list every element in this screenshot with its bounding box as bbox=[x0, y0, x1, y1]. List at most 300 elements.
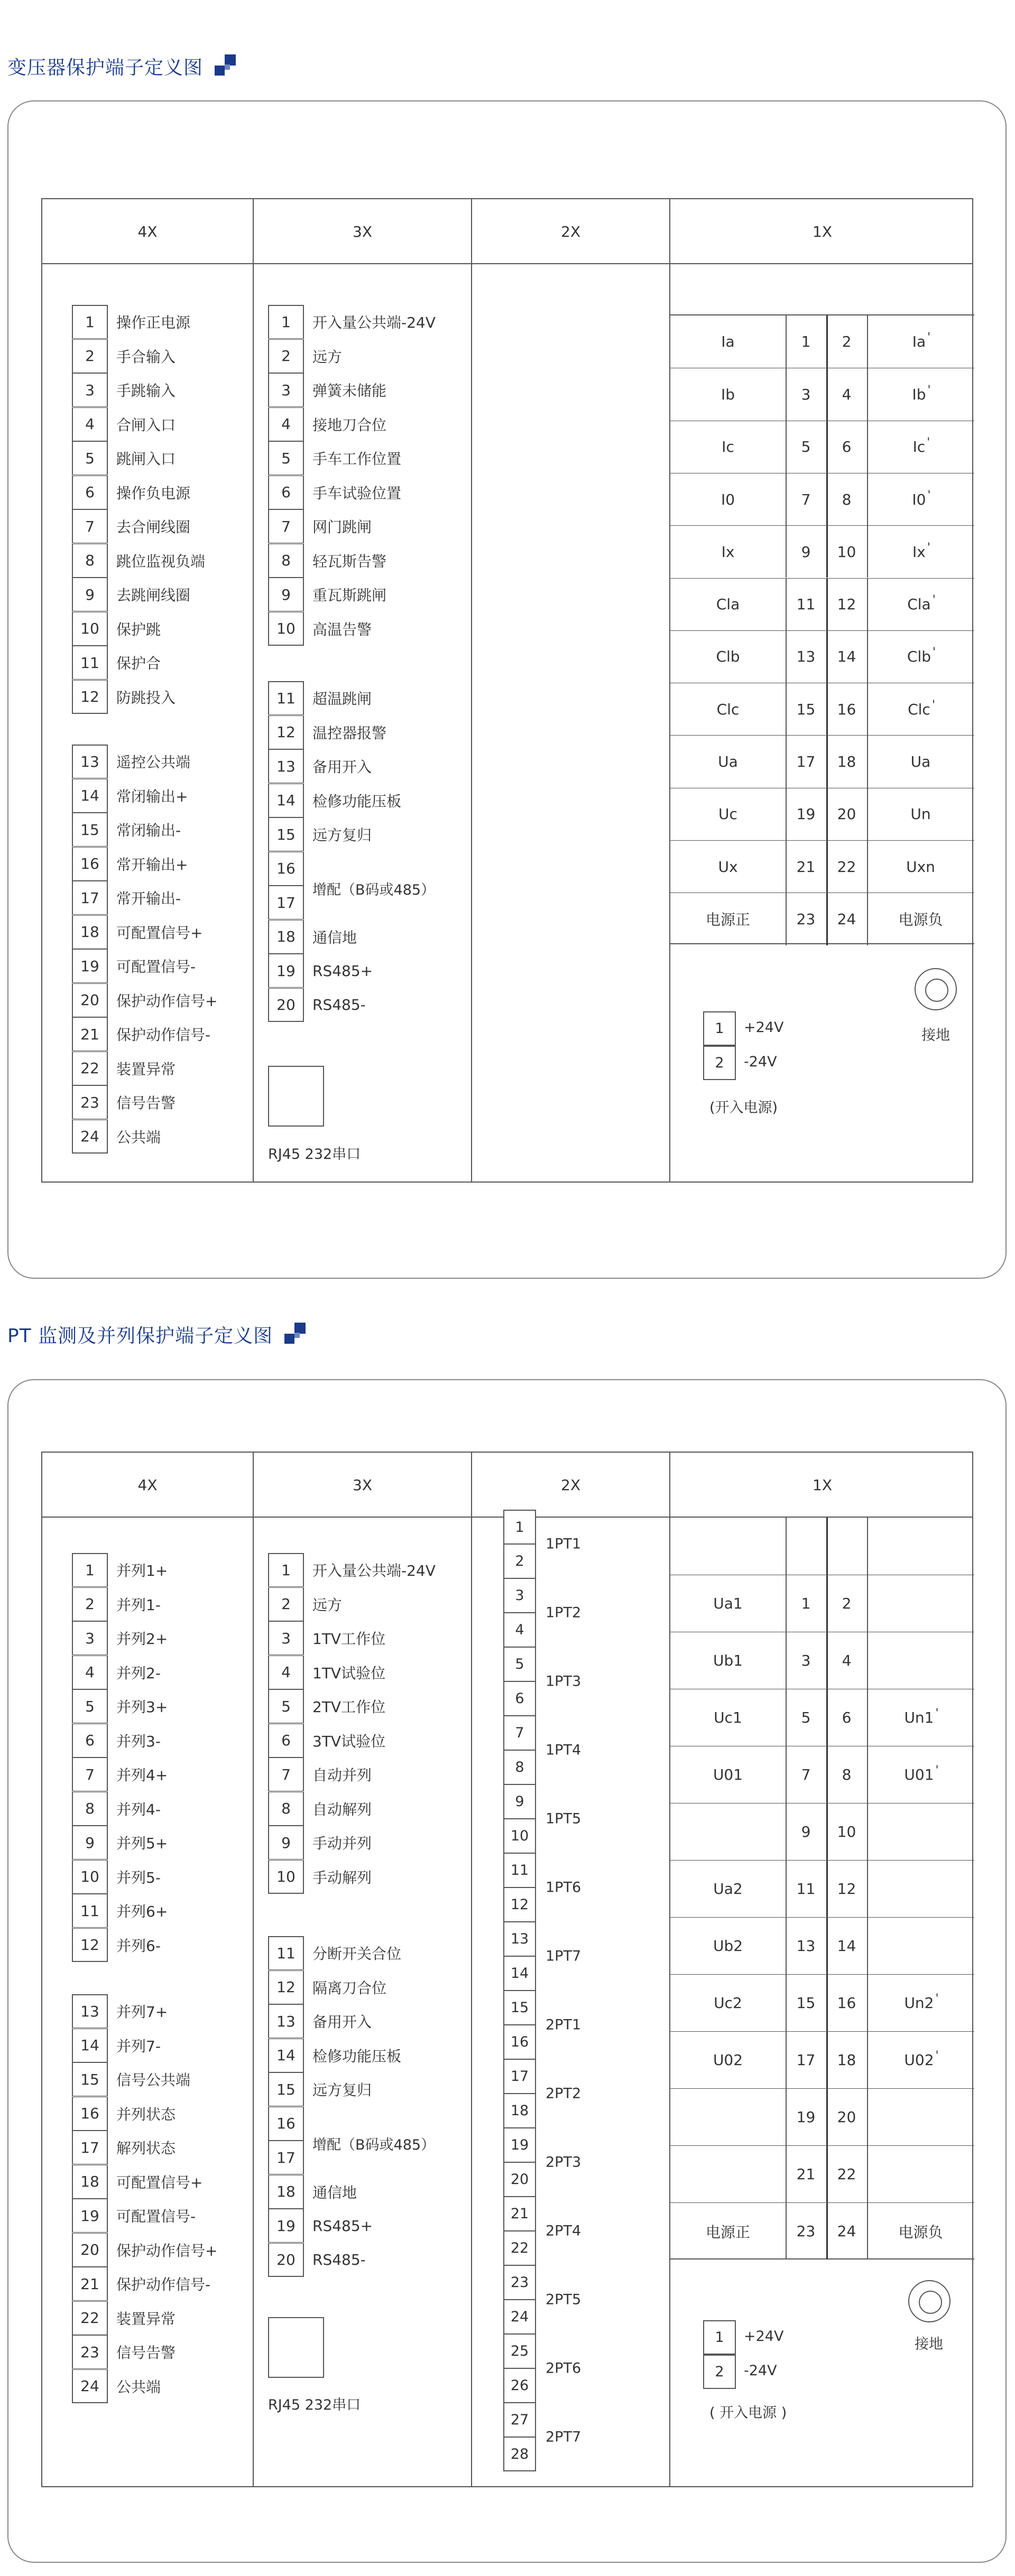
grid-cell-n1: 9 bbox=[801, 543, 811, 561]
terminal-row bbox=[72, 1826, 168, 1859]
power-terminal-2: 2 bbox=[703, 2355, 736, 2389]
terminal-number: 3 bbox=[72, 373, 108, 407]
terminal-label: 手合输入 bbox=[116, 348, 176, 366]
terminal-row bbox=[268, 1860, 372, 1894]
terminal-number: 5 bbox=[72, 441, 108, 475]
grid-cell-a: Ib bbox=[721, 385, 735, 403]
grid-cell-n1: 7 bbox=[801, 490, 811, 508]
terminal-row bbox=[268, 784, 401, 817]
terminal-number: 19 bbox=[268, 954, 304, 988]
grid-row bbox=[670, 630, 974, 683]
terminal-number: 12 bbox=[268, 1970, 304, 2004]
terminal-label: 并列3- bbox=[116, 1732, 161, 1750]
terminal-number: 19 bbox=[72, 2199, 108, 2233]
grid-row bbox=[670, 1632, 974, 1689]
terminal-number: 10 bbox=[268, 1860, 304, 1894]
terminal-row bbox=[72, 1553, 168, 1587]
terminal-row bbox=[72, 745, 190, 778]
grid-cell-n1: 13 bbox=[796, 648, 816, 666]
grid-row bbox=[670, 1575, 974, 1632]
grid-cell-n2: 14 bbox=[837, 648, 856, 666]
terminal-number: 20 bbox=[72, 983, 108, 1017]
terminal-number: 19 bbox=[268, 2209, 304, 2243]
grid-cell-a: U01 bbox=[713, 1766, 743, 1783]
terminal-number: 10 bbox=[72, 1860, 108, 1894]
pt-label: 1PT3 bbox=[546, 1673, 582, 1690]
terminal-label: 跳位监视负端 bbox=[116, 552, 206, 570]
pt-label: 1PT4 bbox=[546, 1742, 582, 1759]
terminal-row bbox=[268, 1936, 401, 1970]
terminal-label: 分断开关合位 bbox=[312, 1945, 402, 1963]
terminal-row bbox=[72, 2267, 210, 2301]
terminal-number: 1 bbox=[268, 1553, 304, 1587]
terminal-number: 14 bbox=[268, 784, 304, 817]
terminal-row bbox=[72, 2233, 217, 2267]
terminal-number: 3 bbox=[268, 1621, 304, 1655]
pt-terminal-number: 15 bbox=[503, 1991, 536, 2025]
power-minus-label: -24V bbox=[744, 1054, 777, 1070]
terminal-label: 装置异常 bbox=[116, 1060, 176, 1078]
pt-terminal-number: 18 bbox=[503, 2094, 536, 2128]
grid-cell-n2: 10 bbox=[837, 543, 856, 561]
terminal-row bbox=[72, 1120, 161, 1154]
grid-row bbox=[670, 1860, 974, 1917]
terminal-label: 高温告警 bbox=[312, 620, 372, 638]
terminal-number: 4 bbox=[72, 407, 108, 441]
terminal-row bbox=[268, 715, 386, 749]
square-icon bbox=[215, 54, 237, 77]
terminal-row bbox=[72, 915, 202, 949]
power-plus-label: +24V bbox=[744, 1019, 784, 1036]
column-1x-grid bbox=[670, 314, 974, 944]
merged-terminal-label: 增配（B码或485） bbox=[312, 881, 436, 898]
terminal-label: 保护动作信号- bbox=[116, 1026, 211, 1044]
terminal-row bbox=[72, 1621, 168, 1655]
terminal-label: 操作负电源 bbox=[116, 484, 191, 502]
terminal-number: 17 bbox=[268, 886, 304, 919]
grid-cell-b bbox=[867, 2146, 974, 2202]
terminal-label: 并列7+ bbox=[116, 2003, 168, 2021]
terminal-label: 手车工作位置 bbox=[312, 450, 402, 468]
pt-terminal-number: 7 bbox=[503, 1716, 536, 1750]
grid-cell-a: Ub2 bbox=[713, 1937, 743, 1955]
terminal-row bbox=[268, 1689, 385, 1723]
section2-title-text: PT 监测及并列保护端子定义图 bbox=[7, 1325, 273, 1347]
terminal-number: 16 bbox=[268, 852, 304, 886]
grid-cell-a: Ub1 bbox=[713, 1652, 743, 1669]
pt-terminal-number: 8 bbox=[503, 1750, 536, 1784]
terminal-label: 并列5+ bbox=[116, 1835, 168, 1852]
grid-cell-n1: 3 bbox=[801, 1652, 811, 1669]
terminal-label: 并列4- bbox=[116, 1800, 161, 1818]
terminal-row bbox=[72, 1757, 168, 1791]
terminal-row bbox=[72, 2165, 202, 2199]
grid-cell-a: 电源正 bbox=[705, 911, 750, 929]
terminal-label: 备用开入 bbox=[312, 2013, 372, 2031]
terminal-row bbox=[72, 680, 176, 714]
terminal-number: 23 bbox=[72, 2335, 108, 2369]
terminal-label: 可配置信号+ bbox=[116, 924, 203, 942]
terminal-label: 检修功能压板 bbox=[312, 2047, 402, 2065]
grid-cell-a: Uc2 bbox=[714, 1994, 742, 2012]
terminal-label: 装置异常 bbox=[116, 2310, 176, 2328]
terminal-label: 远方 bbox=[312, 1596, 343, 1614]
terminal-row bbox=[72, 2369, 161, 2403]
terminal-label: 常开输出+ bbox=[116, 855, 188, 873]
grid-cell-b: Ua bbox=[910, 753, 931, 771]
terminal-number: 12 bbox=[268, 715, 304, 749]
terminal-label: 去合闸线圈 bbox=[116, 518, 191, 536]
terminal-label: 防跳投入 bbox=[116, 689, 176, 706]
terminal-row bbox=[72, 373, 176, 407]
terminal-row bbox=[72, 1792, 161, 1826]
terminal-number: 14 bbox=[72, 779, 108, 813]
terminal-number: 24 bbox=[72, 2369, 108, 2403]
grid-cell-n2: 20 bbox=[837, 2108, 856, 2126]
terminal-number: 4 bbox=[72, 1656, 108, 1689]
grid-cell-b bbox=[867, 1803, 974, 1860]
grid-cell-a bbox=[670, 1518, 786, 1575]
terminal-row bbox=[268, 407, 386, 441]
terminal-label: 1TV工作位 bbox=[312, 1630, 386, 1648]
section2-table bbox=[41, 1452, 973, 2487]
terminal-row bbox=[72, 2301, 176, 2335]
grid-cell-a: Ua1 bbox=[713, 1595, 743, 1612]
grid-cell-n2: 8 bbox=[842, 490, 852, 508]
grid-cell-n2: 20 bbox=[837, 805, 856, 823]
terminal-number: 7 bbox=[72, 1757, 108, 1791]
grid-cell-b: Uxn bbox=[906, 858, 935, 876]
pt-terminal-number: 9 bbox=[503, 1784, 536, 1819]
terminal-label: 重瓦斯跳闸 bbox=[312, 587, 387, 604]
terminal-number: 12 bbox=[72, 1928, 108, 1962]
grid-row bbox=[670, 1518, 974, 1575]
terminal-number: 8 bbox=[268, 544, 304, 578]
terminal-row bbox=[72, 813, 181, 847]
pt-terminal-number: 16 bbox=[503, 2025, 536, 2059]
grid-cell-n2: 16 bbox=[837, 700, 856, 718]
grid-cell-n2: 4 bbox=[842, 385, 852, 403]
terminal-row bbox=[72, 2199, 196, 2233]
grid-cell-b: Clb ' bbox=[907, 646, 936, 666]
terminal-number: 11 bbox=[268, 1936, 304, 1970]
terminal-number: 16 bbox=[72, 2097, 108, 2131]
power-plus-label: +24V bbox=[744, 2328, 784, 2345]
pt-label: 2PT7 bbox=[546, 2429, 582, 2445]
terminal-number: 9 bbox=[72, 1826, 108, 1859]
pt-label: 2PT5 bbox=[546, 2291, 582, 2308]
terminal-label: 并列2- bbox=[116, 1664, 161, 1682]
ground-icon bbox=[908, 2280, 951, 2322]
terminal-number: 8 bbox=[72, 1792, 108, 1826]
pt-terminal-number: 21 bbox=[503, 2197, 536, 2231]
grid-cell-n1 bbox=[786, 1518, 826, 1575]
pt-terminal-number: 19 bbox=[503, 2128, 536, 2162]
grid-row bbox=[670, 892, 974, 945]
terminal-number: 8 bbox=[268, 1792, 304, 1826]
terminal-label: 远方复归 bbox=[312, 826, 372, 844]
pt-label: 1PT2 bbox=[546, 1604, 582, 1621]
ground-icon bbox=[915, 968, 957, 1010]
terminal-number: 18 bbox=[268, 920, 304, 954]
grid-row bbox=[670, 1974, 974, 2031]
terminal-row bbox=[72, 1724, 161, 1757]
terminal-number: 6 bbox=[268, 1724, 304, 1757]
pt-terminal-number: 26 bbox=[503, 2368, 536, 2403]
terminal-row bbox=[72, 1928, 161, 1962]
terminal-number: 11 bbox=[72, 646, 108, 680]
terminal-label: 备用开入 bbox=[312, 758, 372, 776]
terminal-row bbox=[268, 2072, 372, 2106]
terminal-number: 16 bbox=[268, 2107, 304, 2141]
ground-label: 接地 bbox=[921, 1027, 950, 1044]
grid-cell-b: I0 ' bbox=[912, 488, 931, 508]
terminal-number: 3 bbox=[72, 1621, 108, 1655]
header-3x: 3X bbox=[353, 223, 372, 240]
terminal-row bbox=[268, 1656, 385, 1689]
terminal-label: 信号告警 bbox=[116, 1094, 176, 1112]
terminal-row bbox=[72, 1860, 161, 1894]
terminal-number: 2 bbox=[72, 339, 108, 373]
grid-cell-n2: 22 bbox=[837, 858, 856, 876]
terminal-number: 17 bbox=[72, 881, 108, 915]
terminal-row bbox=[72, 1894, 168, 1928]
terminal-row bbox=[72, 1052, 176, 1085]
terminal-row bbox=[268, 886, 312, 919]
grid-cell-n2: 4 bbox=[842, 1652, 852, 1669]
pt-label: 1PT1 bbox=[546, 1536, 582, 1552]
grid-cell-n2: 10 bbox=[837, 1823, 856, 1840]
terminal-row bbox=[268, 2004, 372, 2038]
header-4x: 4X bbox=[137, 223, 158, 240]
terminal-number: 13 bbox=[268, 749, 304, 783]
grid-row bbox=[670, 683, 974, 735]
terminal-row bbox=[268, 681, 372, 715]
terminal-label: 常闭输出- bbox=[116, 822, 181, 839]
terminal-row bbox=[72, 1085, 176, 1119]
pt-label: 2PT6 bbox=[546, 2360, 582, 2377]
terminal-row bbox=[72, 949, 196, 983]
terminal-row bbox=[268, 509, 372, 543]
grid-cell-n1: 11 bbox=[796, 1880, 816, 1898]
grid-cell-n1: 15 bbox=[796, 700, 816, 718]
grid-cell-n1: 17 bbox=[796, 2051, 816, 2069]
grid-cell-b bbox=[867, 1918, 974, 1974]
terminal-label: RS485- bbox=[312, 996, 366, 1013]
terminal-number: 23 bbox=[72, 1085, 108, 1119]
terminal-row bbox=[268, 2243, 366, 2277]
terminal-number: 20 bbox=[268, 2243, 304, 2277]
grid-cell-n1: 3 bbox=[801, 385, 811, 403]
grid-row bbox=[670, 735, 974, 787]
terminal-row bbox=[268, 441, 401, 475]
pt-terminal-number: 25 bbox=[503, 2334, 536, 2368]
grid-cell-n1: 5 bbox=[801, 438, 811, 456]
ground-label: 接地 bbox=[915, 2336, 943, 2352]
terminal-row bbox=[268, 2107, 312, 2141]
terminal-label: 轻瓦斯告警 bbox=[312, 552, 387, 570]
terminal-label: RS485- bbox=[312, 2251, 366, 2268]
terminal-row bbox=[268, 544, 386, 578]
terminal-label: 手动并列 bbox=[312, 1835, 372, 1852]
terminal-number: 18 bbox=[72, 915, 108, 949]
terminal-label: 网门跳闸 bbox=[312, 518, 372, 536]
pt-terminal-number: 14 bbox=[503, 1956, 536, 1991]
terminal-row bbox=[268, 1757, 372, 1791]
pt-terminal-number: 5 bbox=[503, 1647, 536, 1681]
terminal-row bbox=[72, 544, 205, 578]
pt-terminal-number: 22 bbox=[503, 2231, 536, 2265]
grid-cell-n2: 12 bbox=[837, 1880, 856, 1898]
grid-cell-n2: 6 bbox=[842, 1709, 852, 1726]
grid-cell-a: U02 bbox=[713, 2051, 743, 2069]
grid-row bbox=[670, 368, 974, 420]
terminal-number: 3 bbox=[268, 373, 304, 407]
terminal-row bbox=[268, 476, 401, 509]
rj45-label: RJ45 232串口 bbox=[268, 2397, 361, 2413]
rj45-label: RJ45 232串口 bbox=[268, 1146, 361, 1163]
pt-terminal-number: 6 bbox=[503, 1681, 536, 1716]
terminal-row bbox=[72, 983, 217, 1017]
terminal-row bbox=[268, 988, 366, 1022]
grid-cell-b bbox=[867, 1632, 974, 1689]
section1-title-text: 变压器保护端子定义图 bbox=[7, 57, 204, 79]
terminal-label: 并列2+ bbox=[116, 1630, 168, 1648]
terminal-label: 解列状态 bbox=[116, 2140, 176, 2157]
grid-cell-b bbox=[867, 1518, 974, 1575]
terminal-label: 遥控公共端 bbox=[116, 754, 191, 771]
section2-title bbox=[7, 1321, 307, 1348]
terminal-number: 22 bbox=[72, 1052, 108, 1085]
grid-row bbox=[670, 315, 974, 368]
grid-row bbox=[670, 1803, 974, 1860]
grid-cell-b: 电源负 bbox=[898, 911, 943, 929]
grid-row bbox=[670, 2202, 974, 2259]
terminal-label: 并列6+ bbox=[116, 1903, 168, 1920]
terminal-label: 公共端 bbox=[116, 2378, 161, 2396]
grid-cell-n2: 2 bbox=[842, 333, 852, 351]
terminal-label: 并列3+ bbox=[116, 1698, 168, 1716]
terminal-number: 16 bbox=[72, 847, 108, 881]
grid-cell-b: U01 ' bbox=[904, 1764, 939, 1783]
grid-cell-n1: 23 bbox=[796, 910, 816, 928]
pt-label: 1PT5 bbox=[546, 1810, 582, 1827]
terminal-label: 手跳输入 bbox=[116, 382, 176, 399]
power-terminal-1: 1 bbox=[703, 1011, 736, 1046]
grid-cell-a: Ua bbox=[718, 753, 738, 771]
terminal-label: 手车试验位置 bbox=[312, 484, 402, 502]
terminal-number: 11 bbox=[268, 681, 304, 715]
grid-cell-a: Clc bbox=[716, 700, 740, 718]
terminal-label: 通信地 bbox=[312, 2183, 357, 2201]
terminal-label: RS485+ bbox=[312, 2217, 373, 2235]
pt-terminal-number: 27 bbox=[503, 2403, 536, 2437]
grid-row bbox=[670, 578, 974, 630]
terminal-row bbox=[268, 1792, 372, 1826]
pt-terminal-number: 24 bbox=[503, 2300, 536, 2334]
grid-cell-a: Cla bbox=[716, 596, 740, 613]
terminal-number: 21 bbox=[72, 1017, 108, 1051]
grid-cell-n2: 18 bbox=[837, 753, 856, 771]
power-terminal-2: 2 bbox=[703, 1046, 736, 1080]
grid-cell-b: Cla ' bbox=[907, 593, 936, 613]
header-1x: 1X bbox=[813, 223, 832, 240]
terminal-label: 自动并列 bbox=[312, 1766, 372, 1784]
power-source-label: ( 开入电源 ) bbox=[709, 2405, 787, 2421]
terminal-number: 5 bbox=[268, 1689, 304, 1723]
terminal-label: 弹簧未储能 bbox=[312, 382, 387, 399]
terminal-row bbox=[72, 847, 188, 881]
terminal-label: 并列7- bbox=[116, 2037, 161, 2055]
header-1x: 1X bbox=[813, 1476, 832, 1494]
terminal-label: 2TV工作位 bbox=[312, 1698, 386, 1716]
terminal-number: 10 bbox=[268, 612, 304, 646]
terminal-number: 21 bbox=[72, 2267, 108, 2301]
grid-cell-n2: 22 bbox=[837, 2165, 856, 2183]
power-minus-label: -24V bbox=[744, 2363, 777, 2379]
grid-cell-n2: 2 bbox=[842, 1595, 852, 1612]
terminal-row bbox=[72, 1689, 168, 1723]
terminal-number: 14 bbox=[72, 2029, 108, 2062]
terminal-row bbox=[72, 578, 190, 611]
terminal-row bbox=[72, 407, 176, 441]
terminal-number: 18 bbox=[268, 2175, 304, 2209]
pt-terminal-number: 11 bbox=[503, 1853, 536, 1887]
grid-cell-a: Ic bbox=[722, 438, 734, 456]
grid-row bbox=[670, 1689, 974, 1746]
terminal-row bbox=[268, 1724, 385, 1757]
rj45-port bbox=[268, 2317, 324, 2378]
terminal-number: 2 bbox=[268, 339, 304, 373]
terminal-label: 可配置信号- bbox=[116, 958, 196, 975]
grid-row bbox=[670, 525, 974, 578]
terminal-number: 22 bbox=[72, 2301, 108, 2335]
terminal-row bbox=[72, 1017, 210, 1051]
terminal-number: 14 bbox=[268, 2039, 304, 2072]
terminal-label: 并列6- bbox=[116, 1937, 161, 1955]
section1-title bbox=[7, 53, 237, 80]
terminal-label: RS485+ bbox=[312, 962, 373, 980]
grid-cell-n2: 12 bbox=[837, 596, 856, 613]
terminal-number: 9 bbox=[268, 578, 304, 611]
terminal-number: 6 bbox=[268, 476, 304, 509]
grid-cell-b: Clc ' bbox=[908, 698, 935, 718]
grid-cell-n1: 1 bbox=[801, 333, 811, 351]
grid-cell-n2: 8 bbox=[842, 1766, 852, 1783]
header-4x: 4X bbox=[137, 1476, 158, 1494]
terminal-number: 4 bbox=[268, 1656, 304, 1689]
grid-cell-b bbox=[867, 1575, 974, 1632]
terminal-label: 常开输出- bbox=[116, 890, 181, 907]
terminal-row bbox=[268, 305, 436, 339]
grid-cell-n1: 21 bbox=[796, 858, 816, 876]
terminal-label: 可配置信号+ bbox=[116, 2173, 203, 2191]
terminal-number: 6 bbox=[72, 476, 108, 509]
terminal-row bbox=[268, 578, 386, 611]
terminal-number: 20 bbox=[72, 2233, 108, 2267]
terminal-label: 并列5- bbox=[116, 1868, 161, 1886]
terminal-row bbox=[72, 2029, 161, 2062]
terminal-row bbox=[72, 441, 176, 475]
terminal-label: 常闭输出+ bbox=[116, 787, 188, 805]
terminal-number: 24 bbox=[72, 1120, 108, 1154]
terminal-number: 19 bbox=[72, 949, 108, 983]
terminal-label: 手动解列 bbox=[312, 1868, 372, 1886]
terminal-label: 1TV试验位 bbox=[312, 1664, 386, 1682]
terminal-number: 10 bbox=[72, 612, 108, 646]
header-2x: 2X bbox=[561, 1476, 580, 1494]
terminal-row bbox=[268, 2175, 357, 2209]
